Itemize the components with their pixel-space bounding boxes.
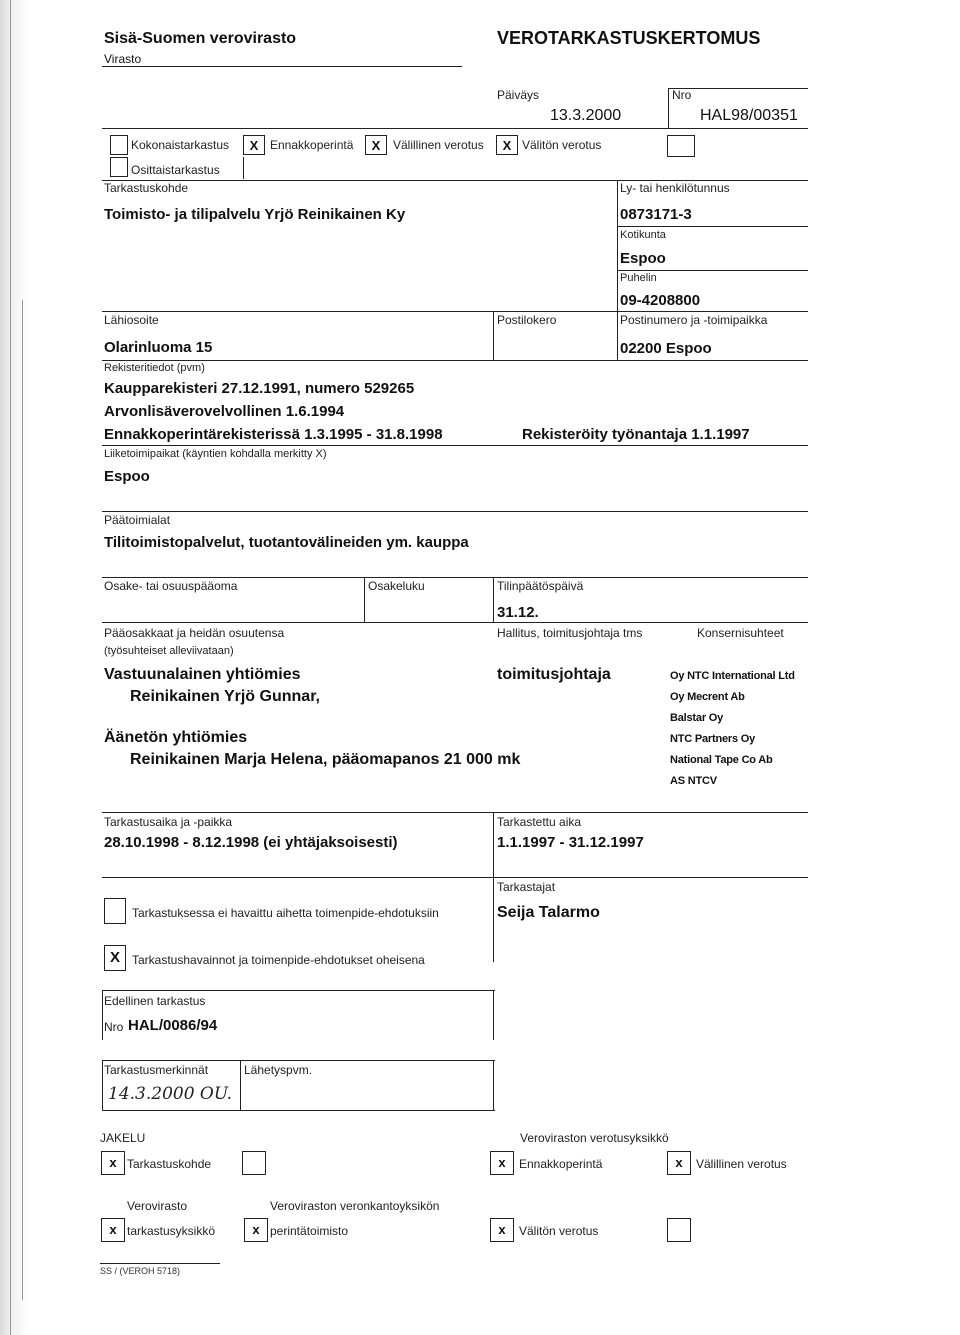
registry-label: Rekisteritiedot (pvm): [104, 362, 205, 374]
extra-dist-checkbox-2[interactable]: [667, 1218, 691, 1242]
valiton-dist-mark[interactable]: x: [490, 1218, 514, 1242]
period-label: Tarkastettu aika: [497, 815, 582, 829]
no-findings-checkbox[interactable]: [104, 898, 126, 924]
subject-label: Tarkastuskohde: [104, 181, 189, 195]
phone-label: Puhelin: [620, 272, 657, 284]
previous-value: HAL/0086/94: [128, 1017, 218, 1034]
rule: [102, 66, 462, 67]
owner-name-2: Reinikainen Marja Helena, pääomapanos 21 000 mk: [130, 751, 521, 768]
rule: [102, 1110, 495, 1111]
rule: [243, 157, 244, 179]
subject-dist-label: Tarkastuskohde: [127, 1157, 212, 1171]
rule: [102, 360, 808, 361]
send-date-label: Lähetyspvm.: [244, 1063, 313, 1077]
rule: [100, 1263, 220, 1264]
municipality-label: Kotikunta: [620, 229, 666, 241]
date-label: Päiväys: [497, 88, 540, 102]
rule: [102, 1060, 103, 1110]
audit-unit-label: tarkastusyksikkö: [127, 1224, 216, 1238]
premises-value: Espoo: [104, 468, 150, 485]
scan-line: [22, 300, 23, 1300]
id-value: 0873171-3: [620, 206, 692, 223]
business-value: Tilitoimistopalvelut, tuotantovälineiden ym. kauppa: [104, 534, 469, 551]
distribution-label: JAKELU: [100, 1131, 146, 1145]
share-capital-label: Osake- tai osuuspääoma: [104, 579, 238, 593]
nro-label: Nro: [672, 88, 692, 102]
business-label: Päätoimialat: [104, 513, 171, 527]
owner-name-1: Reinikainen Yrjö Gunnar,: [130, 688, 320, 705]
group-company: AS NTCV: [670, 775, 717, 787]
subject-value: Toimisto- ja tilipalvelu Yrjö Reinikainen Ky: [104, 206, 406, 223]
kokonais-checkbox[interactable]: [110, 135, 128, 155]
valillinen-dist-label: Välillinen verotus: [696, 1157, 787, 1171]
rule: [493, 311, 494, 360]
collection-office-mark[interactable]: x: [244, 1218, 268, 1242]
tax-unit-label: Veroviraston verotusyksikkö: [520, 1131, 669, 1145]
valiton-label: Välitön verotus: [522, 138, 602, 152]
rule: [668, 88, 669, 128]
rule: [493, 1060, 494, 1110]
registry-line-2: Arvonlisäverovelvollinen 1.6.1994: [104, 403, 345, 420]
rule: [493, 577, 494, 622]
valillinen-label: Välillinen verotus: [393, 138, 484, 152]
inspectors-value: Seija Talarmo: [497, 904, 600, 921]
osittais-checkbox[interactable]: [110, 157, 128, 177]
rule: [668, 88, 808, 89]
group-company: Oy Mecrent Ab: [670, 691, 745, 703]
agency-label: Virasto: [104, 52, 142, 66]
rule: [102, 128, 808, 129]
board-label: Hallitus, toimitusjohtaja tms: [497, 626, 643, 640]
rule: [493, 812, 494, 962]
group-company: National Tape Co Ab: [670, 754, 773, 766]
office-label: Verovirasto: [127, 1199, 188, 1213]
rule: [102, 511, 808, 512]
period-value: 1.1.1997 - 31.12.1997: [497, 834, 644, 851]
subject-dist-mark[interactable]: x: [101, 1151, 125, 1175]
findings-checkbox[interactable]: X: [104, 945, 126, 971]
extra-dist-checkbox[interactable]: [242, 1151, 266, 1175]
date-value: 13.3.2000: [550, 107, 622, 124]
board-value: toimitusjohtaja: [497, 666, 611, 683]
rule: [102, 622, 808, 623]
registry-line-1: Kaupparekisteri 27.12.1991, numero 529265: [104, 380, 415, 397]
address-value: Olarinluoma 15: [104, 339, 213, 356]
fiscal-value: 31.12.: [497, 604, 539, 621]
rule: [102, 577, 808, 578]
postal-value: 02200 Espoo: [620, 340, 712, 357]
rule: [617, 226, 808, 227]
previous-label: Edellinen tarkastus: [104, 994, 206, 1008]
scan-edge: [0, 0, 28, 1335]
fiscal-label: Tilinpäätöspäivä: [497, 579, 584, 593]
rule: [102, 812, 808, 813]
valillinen-dist-mark[interactable]: x: [667, 1151, 691, 1175]
audit-time-label: Tarkastusaika ja -paikka: [104, 815, 233, 829]
audit-time-value: 28.10.1998 - 8.12.1998 (ei yhtäjaksoisesti): [104, 834, 398, 851]
audit-unit-mark[interactable]: x: [101, 1218, 125, 1242]
inspectors-label: Tarkastajat: [497, 880, 556, 894]
collection-label: Veroviraston veronkantoyksikön: [270, 1199, 440, 1213]
rule: [364, 577, 365, 622]
rule: [493, 990, 494, 1040]
ennakko-dist-label: Ennakkoperintä: [519, 1157, 603, 1171]
findings-label: Tarkastushavainnot ja toimenpide-ehdotukset oheisena: [132, 953, 425, 967]
rule: [240, 1060, 241, 1110]
ennakko-label: Ennakkoperintä: [270, 138, 354, 152]
rule: [102, 877, 808, 878]
premises-label: Liiketoimipaikat (käyntien kohdalla merkitty X): [104, 448, 327, 460]
ennakko-dist-mark[interactable]: x: [490, 1151, 514, 1175]
phone-value: 09-4208800: [620, 292, 701, 309]
address-label: Lähiosoite: [104, 313, 159, 327]
rule: [102, 311, 808, 312]
marks-value: 14.3.2000 OU.: [108, 1084, 233, 1104]
postal-label: Postinumero ja -toimipaikka: [620, 313, 768, 327]
owners-label: Pääosakkaat ja heidän osuutensa: [104, 626, 285, 640]
group-company: Balstar Oy: [670, 712, 724, 724]
rule: [617, 270, 808, 271]
group-company: NTC Partners Oy: [670, 733, 756, 745]
owners-note: (työsuhteiset alleviivataan): [104, 645, 234, 657]
rule: [102, 990, 103, 1040]
valillinen-mark[interactable]: X: [496, 135, 518, 155]
kokonais-mark[interactable]: X: [243, 135, 265, 155]
form-code: SS / (VEROH 5718): [100, 1266, 181, 1276]
owner-role-2: Äänetön yhtiömies: [104, 729, 248, 746]
rule: [102, 990, 495, 991]
rule: [102, 1060, 495, 1061]
valiton-dist-label: Välitön verotus: [519, 1224, 599, 1238]
previous-nro-label: Nro: [104, 1020, 124, 1034]
group-label: Konsernisuhteet: [697, 626, 784, 640]
pobox-label: Postilokero: [497, 313, 557, 327]
id-label: Ly- tai henkilötunnus: [620, 181, 730, 195]
scan-line: [10, 0, 11, 1335]
no-findings-label: Tarkastuksessa ei havaittu aihetta toimenpide-ehdotuksiin: [132, 906, 439, 920]
valiton-checkbox[interactable]: [667, 135, 695, 157]
employer-registry: Rekisteröity työnantaja 1.1.1997: [522, 426, 750, 443]
municipality-value: Espoo: [620, 250, 666, 267]
registry-line-3: Ennakkoperintärekisterissä 1.3.1995 - 31.8.1998: [104, 426, 443, 443]
marks-label: Tarkastusmerkinnät: [104, 1063, 209, 1077]
ennakko-mark[interactable]: X: [365, 135, 387, 155]
kokonais-label: Kokonaistarkastus: [131, 138, 230, 152]
document-title: VEROTARKASTUSKERTOMUS: [497, 28, 761, 48]
osittais-label: Osittaistarkastus: [131, 163, 220, 177]
nro-value: HAL98/00351: [700, 107, 798, 124]
rule: [102, 445, 808, 446]
agency-name: Sisä-Suomen verovirasto: [104, 30, 297, 47]
owner-role-1: Vastuunalainen yhtiömies: [104, 666, 301, 683]
collection-office-label: perintätoimisto: [270, 1224, 349, 1238]
share-count-label: Osakeluku: [368, 579, 425, 593]
group-company: Oy NTC International Ltd: [670, 670, 795, 682]
